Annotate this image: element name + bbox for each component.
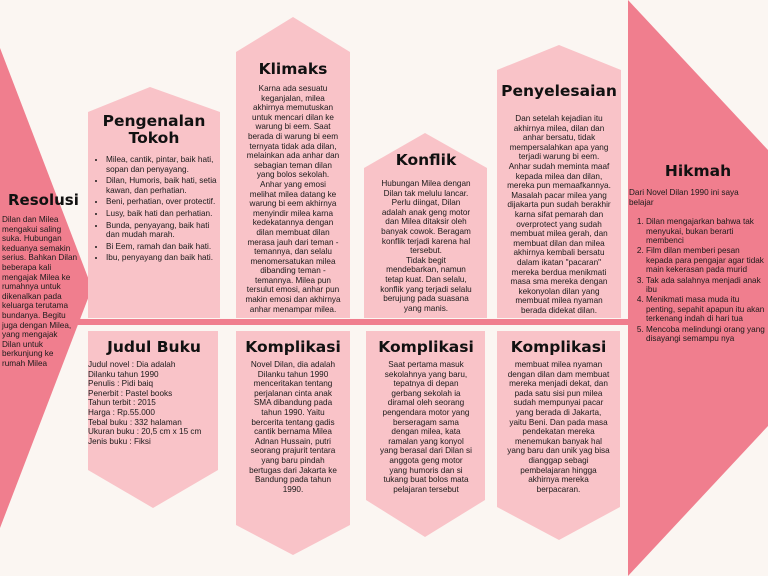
text-line: membuat milea gerah, dan	[510, 229, 608, 239]
text-line: Dilan dan Milea	[2, 215, 59, 224]
text-line: yang berasal dari Dilan si	[380, 446, 472, 456]
penyelesaian-text	[498, 114, 620, 315]
text-line: Hubungan Milea dengan	[381, 179, 471, 188]
text-line: yang humoris dan si	[389, 465, 463, 475]
penyelesaian-section	[498, 82, 620, 315]
text-line: Karna ada sesuatu	[258, 84, 328, 93]
hikmah-title: Hikmah	[664, 162, 732, 180]
komplikasi2-section	[367, 338, 485, 494]
text-line: masa sma mereka dengan	[510, 277, 608, 287]
text-line: keganjalan, milea	[261, 93, 325, 103]
text-line: seorang prajurit tentara	[250, 446, 336, 456]
text-line: membuat dilan dan milea	[513, 238, 605, 248]
text-line: dikenalkan pada	[2, 291, 62, 301]
list-item: 3. Tak ada salahnya menjadi anak ibu	[646, 276, 767, 295]
text-line: belajar	[629, 197, 654, 207]
text-line: Dari Novel Dilan 1990 ini saya	[629, 188, 739, 197]
text-line: pelajaran tersebut	[393, 484, 459, 494]
text-line: Judul novel : Dia adalah	[88, 360, 176, 369]
text-line: keduanya semakin	[2, 243, 71, 253]
text-line: tetap kuat. Dan selalu,	[385, 274, 467, 284]
text-line: akhirnya mereka	[528, 475, 589, 485]
text-line: mengakui saling	[2, 224, 62, 234]
resolusi-text	[2, 215, 94, 369]
list-item: 1. Dilan mengajarkan bahwa tak menyukai, bukan berarti membenci	[646, 217, 767, 245]
komplikasi1-section	[237, 338, 349, 494]
text-line: Harga : Rp.55.000	[88, 407, 155, 417]
text-line: sebagian teman dilan	[254, 160, 332, 170]
text-line: merasa jauh dari teman -	[247, 237, 339, 247]
text-line: berada didekat dilan.	[520, 305, 598, 315]
list-item: 2. Film dilan memberi pesan kepada para pengajar agar tidak main kekerasan pada murid	[646, 246, 767, 274]
text-line: menceritakan tentang	[253, 379, 333, 389]
text-line: dilan membuat dilan	[256, 227, 330, 237]
text-line: keluarga terutama	[2, 301, 68, 311]
klimaks-title: Klimaks	[258, 60, 328, 78]
text-line: yang baru pindah	[261, 455, 325, 465]
text-line: yang manis.	[403, 303, 449, 313]
text-line: gerbang sekolah ia	[391, 388, 461, 398]
komplikasi3-title: Komplikasi	[510, 338, 607, 356]
list-item: 5. Mencoba melindungi orang yang disayangi semampu nya	[646, 325, 767, 344]
text-line: membuat milea nyaman	[515, 296, 603, 306]
text-line: beberapa kali	[2, 262, 52, 272]
text-line: Masalah pacar milea yang	[511, 190, 607, 200]
text-line: Novel Dilan, dia adalah	[250, 360, 336, 369]
text-line: cantik bernama Milea	[254, 427, 332, 437]
komplikasi2-title: Komplikasi	[378, 338, 474, 356]
text-line: dengan milea, kata	[391, 427, 461, 437]
text-line: bercerita tentang gadis	[251, 417, 335, 427]
text-line: Dilan untuk	[2, 339, 43, 349]
hikmah-section	[629, 162, 767, 344]
text-line: mereka menjadi dekat, dan	[509, 379, 608, 389]
text-line: dianggap sebagi	[528, 455, 589, 465]
text-line: banyak cowok. Beragam	[381, 226, 471, 236]
text-line: menemukan banyak hal	[515, 436, 602, 446]
text-line: Dan setelah kejadian itu	[515, 114, 603, 123]
konflik-section	[366, 151, 486, 313]
text-line: dalam ikatan "pacaran"	[516, 257, 602, 267]
text-line: yaitu Beni. Dan pada masa	[509, 417, 608, 427]
text-line: dengan dilan dam membuat	[507, 369, 610, 379]
text-line: mereka berdua menikmati	[511, 267, 607, 277]
list-item: • Bi Eem, ramah dan baik hati.	[106, 242, 218, 252]
text-line: Dilan tak melulu lancar.	[383, 188, 469, 198]
pengenalan-title-line2: Tokoh	[128, 129, 180, 147]
text-line: dan Milea ditaksir oleh	[385, 217, 467, 227]
text-line: anggota geng motor	[389, 455, 463, 465]
text-line: yang mengajak	[2, 330, 58, 340]
pengenalan-list	[90, 155, 218, 263]
text-line: kedekatannya dengan	[252, 218, 334, 228]
text-line: bertugas dari Jakarta ke	[249, 465, 337, 475]
text-line: terjadi warung bi eem.	[518, 152, 600, 162]
text-line: sudah mempunyai pacar	[513, 398, 604, 408]
text-line: dijakarta pun sudah berakhir	[507, 200, 611, 210]
judul-title: Judul Buku	[107, 338, 201, 356]
pengenalan-title	[90, 113, 218, 147]
hikmah-intro	[629, 188, 767, 207]
text-line: anhar menampar milea.	[249, 304, 337, 314]
text-line: berpacaran.	[536, 484, 581, 494]
text-line: menomersatukan milea	[250, 256, 336, 266]
resolusi-title: Resolusi	[8, 191, 79, 209]
text-line: ramalan yang konyol	[388, 436, 464, 446]
text-line: mereka pun memaafkannya.	[507, 181, 611, 191]
text-line: tersebut.	[410, 246, 442, 256]
list-item: 4. Menikmati masa muda itu penting, sepahit apapun itu akan terkenang indah di hari tua	[646, 295, 767, 323]
klimaks-text	[238, 84, 348, 314]
text-line: Jenis buku : Fiksi	[88, 436, 151, 446]
text-line: berada di warung bi eem	[247, 131, 339, 141]
text-line: untuk mencari dilan ke	[252, 112, 334, 122]
text-line: Anhar sudah meminta maaf	[508, 161, 610, 171]
text-line: akhirnya memutuskan	[252, 103, 334, 113]
text-line: tukang buat bolos mata	[383, 475, 469, 485]
text-line: makin emosi dan akhirnya	[245, 295, 341, 305]
text-line: pembelajaran hingga	[520, 465, 597, 475]
text-line: Tidak begit	[406, 255, 446, 265]
list-item: • Dilan, Humoris, baik hati, setia kawan, dan perhatian.	[106, 176, 218, 195]
list-item: • Lusy, baik hati dan perhatian.	[106, 209, 218, 219]
list-item: • Beni, perhatian, over protectif.	[106, 197, 218, 207]
text-line: melihat milea datang ke	[249, 189, 337, 199]
text-line: Tahun terbit : 2015	[88, 398, 156, 408]
text-line: perjalanan cinta anak	[254, 388, 332, 398]
text-line: karna sifat pemarah dan	[514, 209, 604, 219]
text-line: berkunjung ke	[2, 349, 54, 359]
text-line: membuat milea nyaman	[514, 360, 603, 369]
text-line: tepatnya di depan	[393, 379, 459, 389]
text-line: tahun 1990. Yaitu	[261, 407, 325, 417]
judul-text	[88, 360, 220, 446]
text-line: temannya, dan selalu	[254, 247, 332, 257]
text-line: Tebal buku : 332 halaman	[88, 417, 182, 427]
text-line: akhirnya kembali bersatu	[513, 248, 605, 258]
text-line: akhirnya milea, dilan dan	[513, 123, 605, 133]
text-line: Penulis : Pidi baiq	[88, 379, 154, 389]
text-line: yang bolos sekolah.	[256, 170, 330, 180]
text-line: kepada milea dan dilan,	[515, 171, 603, 181]
text-line: SMA dibandung pada	[253, 398, 333, 408]
text-line: suka. Hubungan	[2, 234, 62, 244]
text-line: sekolahnya yang baru,	[384, 369, 468, 379]
text-line: tersulut emosi, anhar pun	[246, 285, 340, 295]
text-line: rumahnya untuk	[2, 282, 61, 292]
text-line: Anhar yang emosi	[260, 179, 326, 189]
klimaks-section	[238, 60, 348, 314]
text-line: serius. Bahkan Dilan	[2, 253, 78, 263]
text-line: pendekatan mereka	[522, 427, 595, 437]
text-line: warung bi eem. Saat	[255, 122, 331, 132]
konflik-text	[366, 179, 486, 313]
text-line: mendebarkan, namun	[386, 265, 466, 275]
resolusi-section	[2, 191, 94, 369]
judul-section	[88, 338, 220, 446]
text-line: kekonyolan dilan yang	[518, 286, 600, 296]
pengenalan-section	[90, 113, 218, 265]
text-line: melainkan ada anhar dan	[246, 151, 340, 161]
komplikasi3-text	[497, 360, 620, 494]
text-line: Ukuran buku : 20,5 cm x 15 cm	[88, 427, 202, 437]
text-line: adalah anak geng motor	[381, 207, 471, 217]
text-line: overprotect yang sudah	[516, 219, 602, 229]
text-line: bundanya. Begitu	[2, 310, 66, 320]
text-line: Penerbit : Pastel books	[88, 388, 173, 398]
text-line: Saat pertama masuk	[388, 360, 464, 369]
komplikasi2-text	[367, 360, 485, 494]
list-item: • Ibu, penyayang dan baik hati.	[106, 253, 218, 263]
text-line: menyindir milea karna	[252, 208, 334, 218]
text-line: yang berada di Jakarta,	[515, 407, 602, 417]
text-line: pengendara motor yang	[382, 407, 470, 417]
text-line: dibanding teman -	[260, 266, 326, 276]
list-item: • Milea, cantik, pintar, baik hati, sopan dan penyayang.	[106, 155, 218, 174]
komplikasi1-text	[237, 360, 349, 494]
text-line: Perlu diingat, Dilan	[391, 198, 461, 208]
text-line: yang baru dan unik yag bisa	[507, 446, 610, 456]
text-line: pada satu sisi pun milea	[514, 388, 603, 398]
komplikasi3-section	[497, 338, 620, 494]
hikmah-list	[629, 217, 767, 343]
list-item: • Bunda, penyayang, baik hati dan mudah marah.	[106, 221, 218, 240]
text-line: rumah Milea	[2, 358, 48, 368]
text-line: konflik yang terjadi selalu	[380, 284, 472, 294]
text-line: berseragam sama	[393, 417, 459, 427]
text-line: berujung pada suasana	[383, 294, 469, 304]
penyelesaian-title: Penyelesaian	[501, 82, 617, 100]
komplikasi1-title: Komplikasi	[245, 338, 341, 356]
text-line: diramal oleh seorang	[387, 398, 465, 408]
text-line: ternyata tidak ada dilan,	[249, 141, 337, 151]
pengenalan-title-line1: Pengenalan	[102, 112, 206, 130]
text-line: konflik terjadi karena hal	[381, 236, 471, 246]
text-line: mempersalahkan apa yang	[509, 142, 609, 152]
text-line: 1990.	[282, 484, 304, 494]
text-line: temannya. Milea pun	[254, 275, 331, 285]
text-line: Dilanku tahun 1990	[88, 369, 159, 379]
konflik-title: Konflik	[395, 151, 457, 169]
text-line: juga dengan Milea,	[2, 320, 72, 330]
text-line: Dilanku tahun 1990	[257, 369, 329, 379]
text-line: anhar bersatu, tidak	[522, 133, 596, 143]
text-line: Adnan Hussain, putri	[254, 436, 331, 446]
text-line: mengajak Milea ke	[2, 272, 71, 282]
text-line: warung bi eem akhirnya	[249, 199, 337, 209]
text-line: Bandung pada tahun	[254, 475, 332, 485]
